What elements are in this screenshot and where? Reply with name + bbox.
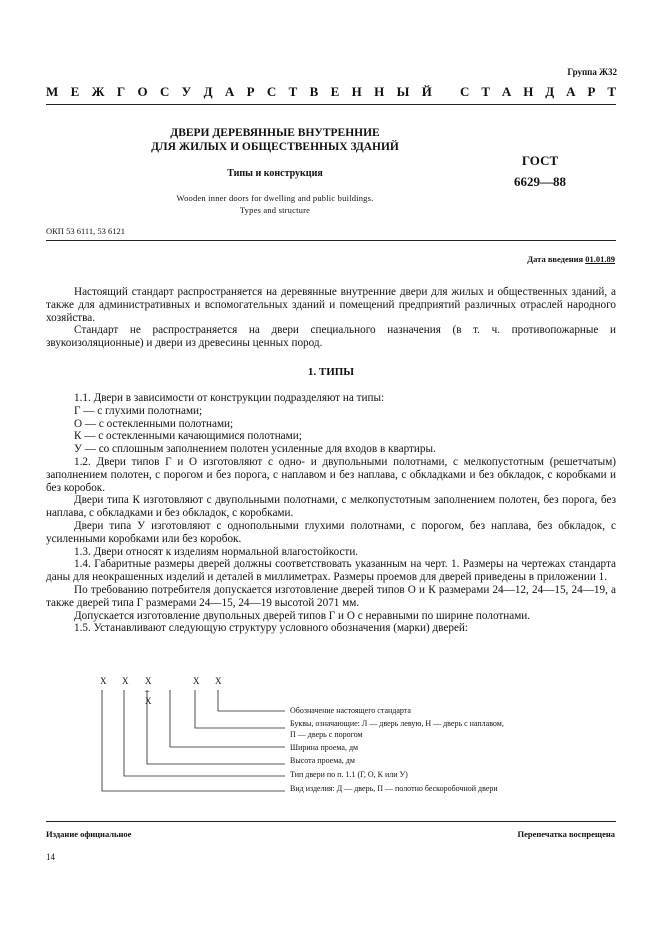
banner-letter: О [137,84,148,99]
banner-letter: Т [288,84,298,99]
banner-letter: Й [421,84,432,99]
symbol-product-kind: Х [100,676,107,686]
label-letters-cont: П — дверь с порогом [290,730,363,739]
banner-letter: Т [481,84,490,99]
paragraph: Г — с глухими полотнами; [74,404,203,417]
paragraph: К — с остекленными качающимися полотнами; [74,430,302,443]
reprint-prohibited: Перепечатка воспрещена [517,829,615,839]
banner-letter: Т [607,84,616,99]
label-letters: Буквы, означающие: Л — дверь левую, Н — дверь с наплавом, [290,719,504,728]
banner-letter: Н [523,84,534,99]
footer-rule [46,821,616,822]
leader-line-standard [218,690,285,711]
paragraph: 1.2. Двери типов Г и О изготовляют с одно- и двупольными полотнами, с мелкопустотным (решетчатым) заполнением полотен, с порогом и без порога, с наплавом и без наплава, с обкладками и без обкладок, с коробками и без коробок. [46,455,616,494]
symbol-door-type: Х [122,676,129,686]
banner-letter: Н [374,84,385,99]
paragraph: 1.3. Двери относят к изделиям нормальной влагостойкости. [74,545,359,558]
banner-letter: А [566,84,576,99]
paragraph: Двери типа К изготовляют с двупольными полотнами, с мелкопустотным заполнением полотен, без порога, без наплава, с обкладками и без обкладок, с коробками. [46,494,616,520]
banner-letter: Н [351,84,362,99]
official-edition: Издание официальное [46,829,132,839]
okp-code: ОКП 53 6111, 53 6121 [46,226,125,236]
banner-letter: Е [70,84,80,99]
paragraph: Двери типа У изготовляют с однопольными глухими полотнами, с порогом, без наплава, без обкладок, с усиленными коробками или без коробок. [46,519,616,545]
label-width: Ширина проема, дм [290,743,359,752]
label-standard: Обозначение настоящего стандарта [290,706,411,715]
leader-line-letters [195,690,285,728]
paragraph: О — с остекленными полотнами; [74,417,234,430]
label-height: Высота проема, дм [290,756,355,765]
title-line-2: ДЛЯ ЖИЛЫХ И ОБЩЕСТВЕННЫХ ЗДАНИЙ [151,141,399,153]
paragraph: По требованию потребителя допускается изготовление дверей типов О и К размерами 24—12, 24—15, 24—19, а также дверей типа Г размерами 24—15, 24—19 высотой 2071 мм. [46,583,616,609]
symbol-standard: Х [215,676,222,686]
paragraph: 1.5. Устанавливают следующую структуру условного обозначения (марки) дверей: [74,622,469,635]
leader-line-height [147,690,285,764]
group-code: Группа Ж32 [567,67,617,77]
title-line-1: ДВЕРИ ДЕРЕВЯННЫЕ ВНУТРЕННИЕ [170,127,380,139]
intro-paragraph-1: Настоящий стандарт распространяется на деревянные внутренние двери для жилых и общественных зданий, а также для административных и вспомогательных зданий и помещений предприятий различных отраслей народного хозяйства. [46,286,616,324]
paragraph: Допускается изготовление двупольных дверей типов Г и О с неравными по ширине полотнами. [74,609,531,622]
banner-letter: М [46,84,59,99]
label-kind: Вид изделия: Д — дверь, П — полотно бескоробочной двери [290,784,498,793]
leader-line-width [170,690,285,747]
gost-label: ГОСТ [521,153,559,168]
banner-letter: У [181,84,192,99]
section-title: 1. ТИПЫ [307,366,355,378]
effective-date-label: Дата введения [527,254,586,264]
label-type: Тип двери по п. 1.1 (Г, О, К или У) [290,770,408,779]
gost-code: 6629—88 [514,174,566,189]
banner-letter: С [460,84,470,99]
paragraph: У — со сплошным заполнением полотен усиленные для входов в квартиры. [74,443,436,456]
banner-letter: В [309,84,319,99]
paragraph: 1.1. Двери в зависимости от конструкции подразделяют на типы: [74,392,385,404]
banner-letter: Г [116,84,126,99]
banner-letter: Ы [396,84,410,99]
banner-letter: Ж [91,84,105,99]
english-title-line-2: Types and structure [239,204,311,215]
english-title-line-1: Wooden inner doors for dwelling and public buildings. [176,193,374,203]
banner-letter: С [159,84,170,99]
banner-letter: Р [587,84,596,99]
banner-letter: Р [246,84,255,99]
effective-date-value: 01.01.89 [585,254,615,264]
paragraph: 1.4. Габаритные размеры дверей должны соответствовать указанным на черт. 1. Размеры на чертежах стандарта даны для неокрашенных изделий и деталей в миллиметрах. Размеры проемов для дверей приведены в приложении 1. [46,558,616,584]
banner-letter: Д [203,84,213,99]
intro-paragraph-2: Стандарт не распространяется на двери специального назначения (в т. ч. противопожарные и звукоизоляционные) и двери из древесины ценных пород. [46,324,616,350]
banner-letter: А [224,84,235,99]
banner-letter: А [501,84,512,99]
banner-letter: Д [545,84,555,99]
banner-letter: С [266,84,277,99]
leader-line-type [124,690,285,776]
page-number: 14 [46,852,55,862]
document-subtitle: Типы и конструкция [227,168,323,179]
banner-letter: Е [330,84,340,99]
symbol-letters: Х [193,676,200,686]
symbol-height-width: Х – Х [145,676,152,706]
